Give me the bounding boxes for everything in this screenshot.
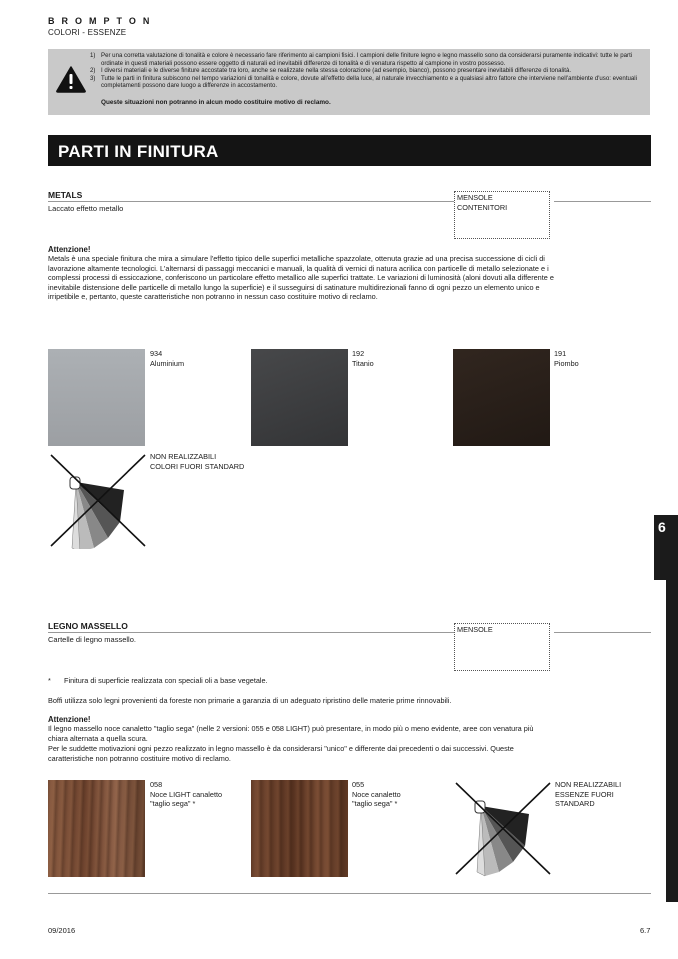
legno-attention-text: Il legno massello noce canaletto "taglio sega" (nelle 2 versioni: 055 e 058 LIGHT) può presentare, in modo più o meno evidente, aree con venatura più chiara alternata a quella scura.: [48, 724, 534, 743]
metals-attention-text: Metals è una speciale finitura che mira a simulare l'effetto tipico delle superfici metalliche spazzolate, ottenuta grazie ad una precisa successione di cicli di lavorazione altamente tecnologici. L'alternarsi di passaggi meccanici e manuali, la qualità di vernici di natura acrilica con particelle di metallo selezionate e i complessi processi di essiccazione, conferiscono un particolare effetto metallico alle superfici trattate. Le variazioni di luminosità (aloni dovuti alla differente e inevitabile distensione delle particelle di metallo lungo la superficie) e il susseguirsi di satinature multidirezionali fanno di ogni pezzo un elemento unico e irripetibile e, pertanto, queste caratteristiche non potranno in nessun caso costituire motivo di reclamo.: [48, 254, 554, 302]
swatch-label: 055 Noce canaletto "taglio sega" *: [352, 780, 401, 808]
color-fan-icon: [453, 780, 553, 877]
legno-subtitle: Cartelle di legno massello.: [48, 635, 136, 644]
side-band: [666, 580, 678, 902]
swatch-noce-light: [48, 780, 145, 877]
metals-title: METALS: [48, 190, 83, 200]
usage-label: MENSOLE CONTENITORI: [457, 193, 508, 212]
notice-item: 1) Per una corretta valutazione di tonalità e colore è necessario fare riferimento ai campioni fisici. I campioni delle finiture legno e legno massello sono da considerarsi puramente indicativi: tutte le parti ordinate in questi materiali possono essere oggetto di naturali ed inevitabili differenze di tonalità e di venatura rispetto al campione in vostro possesso.: [90, 52, 633, 67]
not-available-label: NON REALIZZABILI ESSENZE FUORI STANDARD: [555, 780, 622, 808]
footnote-text: Finitura di superficie realizzata con speciali oli a base vegetale.: [64, 676, 268, 685]
swatch-label: 192 Titanio: [352, 349, 374, 368]
color-fan-icon: [48, 452, 148, 549]
swatch-noce-canaletto: [251, 780, 348, 877]
warning-icon: [56, 66, 86, 98]
notice-item: 3) Tutte le parti in finitura subiscono nel tempo variazioni di tonalità e colore, dovute all'effetto della luce, al naturale invecchiamento e a qualsiasi altro fattore che interviene nell'ambiente d'uso: eventuali completamenti possono dare luogo a differenze in accostamento.: [90, 74, 637, 90]
not-available-label: NON REALIZZABILI COLORI FUORI STANDARD: [150, 452, 245, 471]
footnote-mark: *: [48, 676, 51, 685]
page-number: 6.7: [640, 926, 651, 935]
footer-divider: [48, 893, 651, 894]
legno-attention-title: Attenzione!: [48, 715, 91, 724]
swatch-label: 058 Noce LIGHT canaletto "taglio sega" *: [150, 780, 223, 808]
banner-title: PARTI IN FINITURA: [58, 142, 219, 161]
swatch-label: 934 Aluminium: [150, 349, 185, 368]
notice-list: [90, 52, 646, 90]
footer-date: 09/2016: [48, 926, 76, 935]
chapter-number: 6: [658, 519, 666, 535]
swatch-label: 191 Piombo: [554, 349, 579, 368]
usage-label: MENSOLE: [457, 625, 493, 634]
brand-name: BROMPTON: [48, 16, 157, 26]
swatch-aluminium: [48, 349, 145, 446]
metals-attention-title: Attenzione!: [48, 245, 91, 254]
legno-title: LEGNO MASSELLO: [48, 621, 128, 631]
legno-attention-text: Per le suddette motivazioni ogni pezzo realizzato in legno massello è da considerarsi "unico" e differente dai precedenti o dai successivi. Queste caratteristiche non potranno costituire motivo di reclamo.: [48, 744, 514, 763]
legno-info: Boffi utilizza solo legni provenienti da foreste non primarie a garanzia di un adeguato ripristino delle materie prime rinnovabili.: [48, 696, 452, 705]
notice-bold-text: Queste situazioni non potranno in alcun modo costituire motivo di reclamo.: [101, 99, 331, 106]
notice-item: 2) I diversi materiali e le diverse finiture accostate tra loro, anche se realizzate nella stessa colorazione (ad esempio, bianco), possono presentare inevitabili differenze di tonalità.: [90, 67, 572, 75]
swatch-titanio: [251, 349, 348, 446]
divider: [48, 632, 454, 633]
divider: [554, 201, 651, 202]
document-subtitle: COLORI - ESSENZE: [48, 28, 127, 37]
divider: [554, 632, 651, 633]
swatch-piombo: [453, 349, 550, 446]
metals-subtitle: Laccato effetto metallo: [48, 204, 124, 213]
divider: [48, 201, 454, 202]
